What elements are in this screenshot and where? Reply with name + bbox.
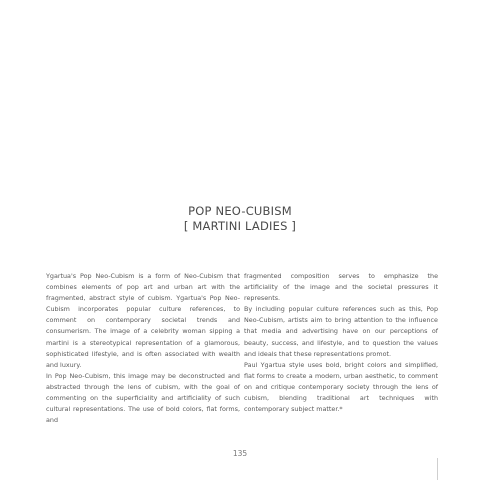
paragraph: fragmented composition serves to emphasize the artificiality of the image and the societal pressures it represents. <box>244 272 438 303</box>
paragraph: Paul Ygartua style uses bold, bright colors and simplified, flat forms to create a modern, urban aesthetic, to comment on and critique contemporary society through the lens of cubism, blending traditional art techniques with contemporary subject matter.* <box>244 360 438 414</box>
page-number: 135 <box>232 449 248 458</box>
margin-rule <box>437 458 438 480</box>
paragraph: Ygartua's Pop Neo-Cubism is a form of Neo-Cubism that combines elements of pop art and urban art with the fragmented, abstract style of cubism. Ygartua's Pop Neo-Cubism incorporates popular culture references, to comment on contemporary societal trends and consumerism. The image of a celebrity woman sipping a martini is a stereotypical representation of a glamorous, sophisticated lifestyle, and is often associated with wealth and luxury. <box>46 272 240 369</box>
title-line-2: [ MARTINI LADIES ] <box>183 219 297 233</box>
paragraph: In Pop Neo-Cubism, this image may be deconstructed and abstracted through the lens of cubism, with the goal of commenting on the superficiality and artificiality of such cultural representations. The use of bold colors, flat forms, and <box>46 371 240 425</box>
section-title <box>0 204 480 234</box>
title-line-1: POP NEO-CUBISM <box>188 204 292 218</box>
text-column-left <box>46 271 240 426</box>
text-column-right <box>244 271 438 415</box>
paragraph: By including popular culture references such as this, Pop Neo-Cubism, artists aim to bring attention to the influence that media and advertising have on our perceptions of beauty, success, and lifestyle, and to question the values and ideals that these representations promot. <box>244 305 438 358</box>
